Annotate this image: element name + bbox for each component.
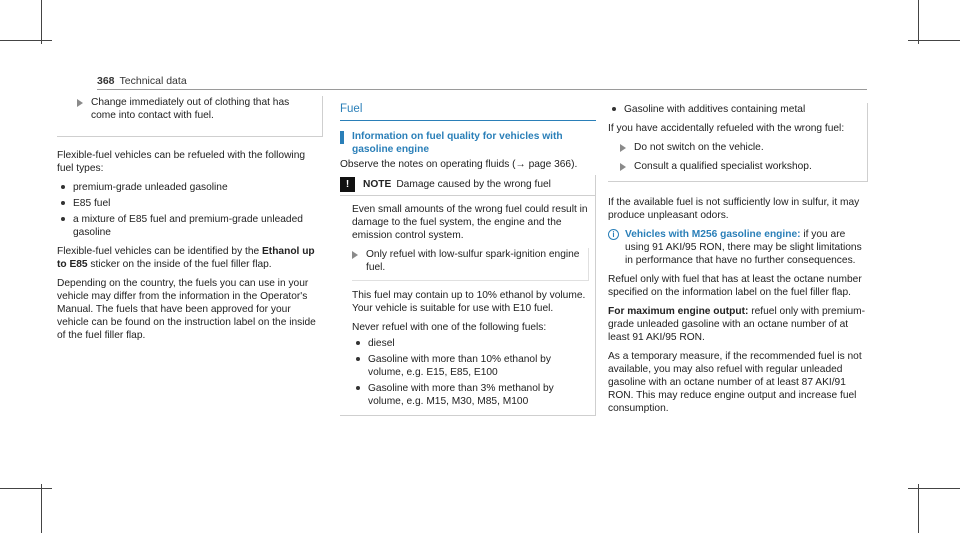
note-paragraph: This fuel may contain up to 10% ethanol by volume. Your vehicle is suitable for use with E10 fuel.	[352, 290, 586, 314]
note-title: Damage caused by the wrong fuel	[396, 179, 551, 190]
ident-sticker-name: Ethanol up to E85	[57, 246, 315, 270]
info-paragraph	[608, 228, 868, 267]
fuel-types-intro: Flexible-fuel vehicles can be refueled with the following fuel types:	[57, 150, 306, 174]
instruction-box	[57, 96, 323, 137]
list-item: E85 fuel	[57, 197, 323, 210]
observe-paragraph: Observe the notes on operating fluids (→ page 366).	[340, 159, 578, 170]
note-paragraph: Never refuel with one of the following fuels:	[352, 322, 547, 333]
list-item: Gasoline with additives containing metal	[608, 103, 859, 116]
step-arrow-icon	[620, 163, 626, 171]
list-item: Gasoline with more than 10% ethanol by volume, e.g. E15, E85, E100	[352, 353, 589, 379]
step-text: Change immediately out of clothing that has come into contact with fuel.	[91, 97, 290, 121]
step-arrow-icon	[77, 99, 83, 107]
instruction-step	[352, 248, 584, 274]
step-text: Consult a qualified specialist workshop.	[634, 161, 812, 172]
bad-fuels-list	[352, 337, 589, 408]
step-arrow-icon	[352, 251, 358, 259]
column-left	[57, 96, 323, 348]
ident-suffix: sticker on the inside of the fuel filler flap.	[90, 259, 272, 270]
note-box	[340, 175, 596, 416]
wrong-fuel-paragraph: If you have accidentally refueled with the wrong fuel:	[608, 123, 845, 134]
column-right	[608, 103, 868, 421]
note-body	[340, 196, 595, 415]
step-text: Do not switch on the vehicle.	[634, 142, 764, 153]
info-icon: i	[608, 229, 619, 240]
bad-fuels-continued	[608, 103, 859, 116]
note-label: NOTE	[363, 179, 392, 190]
list-item: a mixture of E85 fuel and premium-grade unleaded gasoline	[57, 213, 323, 239]
info-text	[625, 228, 868, 267]
instruction-step	[77, 96, 314, 122]
step-text: Only refuel with low-sulfur spark-ignition engine fuel.	[366, 249, 580, 273]
note-instruction	[352, 248, 589, 281]
section-title: Fuel	[340, 103, 596, 121]
temporary-paragraph: As a temporary measure, if the recommended fuel is not available, you may also refuel with regular unleaded gasoline with an octane number of at least 87 AKI/91 RON. This may reduce engine output and increase fuel consumption.	[608, 351, 862, 414]
max-output-bold: For maximum engine output:	[608, 306, 749, 317]
instruction-step	[608, 160, 859, 173]
note-paragraph: Even small amounts of the wrong fuel could result in damage to the fuel system, the engine and the emission control system.	[352, 204, 588, 241]
subheading: Information on fuel quality for vehicles with gasoline engine	[340, 130, 596, 156]
list-item: diesel	[352, 337, 589, 350]
ident-prefix: Flexible-fuel vehicles can be identified by the	[57, 246, 260, 257]
identification-paragraph	[57, 245, 323, 271]
crop-mark	[908, 40, 960, 41]
header-rule	[97, 89, 867, 90]
continued-box	[608, 103, 868, 182]
crop-mark	[41, 484, 42, 533]
sulfur-paragraph: If the available fuel is not sufficiently low in sulfur, it may produce unpleasant odors.	[608, 197, 860, 221]
list-item: Gasoline with more than 3% methanol by volume, e.g. M15, M30, M85, M100	[352, 382, 589, 408]
step-arrow-icon	[620, 144, 626, 152]
fuel-types-list	[57, 181, 323, 239]
crop-mark	[0, 488, 52, 489]
info-body: if you are using 91 AKI/95 RON, there may be slight limitations in performance that have no further consequences.	[625, 229, 862, 266]
warning-icon: !	[340, 177, 355, 192]
list-item: premium-grade unleaded gasoline	[57, 181, 323, 194]
column-middle	[340, 103, 596, 416]
info-bold: Vehicles with M256 gasoline engine:	[625, 229, 801, 240]
max-output-text: refuel only with premium-grade unleaded gasoline with an octane number of at least 91 AKI/95 RON.	[608, 306, 866, 343]
page-number: 368	[97, 75, 115, 87]
page-title: Technical data	[119, 75, 187, 87]
page-header	[97, 75, 187, 88]
instruction-step	[608, 141, 859, 154]
crop-mark	[41, 0, 42, 44]
note-header	[340, 175, 595, 196]
octane-paragraph: Refuel only with fuel that has at least the octane number specified on the information label on the fuel filler flap.	[608, 274, 862, 298]
crop-mark	[0, 40, 52, 41]
country-paragraph: Depending on the country, the fuels you can use in your vehicle may differ from the information in the Operator's Manual. The fuels that have been approved for your vehicle can be found on the instruction label on the inside of the fuel filler flap.	[57, 278, 316, 341]
crop-mark	[908, 488, 960, 489]
crop-mark	[918, 0, 919, 44]
crop-mark	[918, 484, 919, 533]
max-output-paragraph	[608, 305, 868, 344]
